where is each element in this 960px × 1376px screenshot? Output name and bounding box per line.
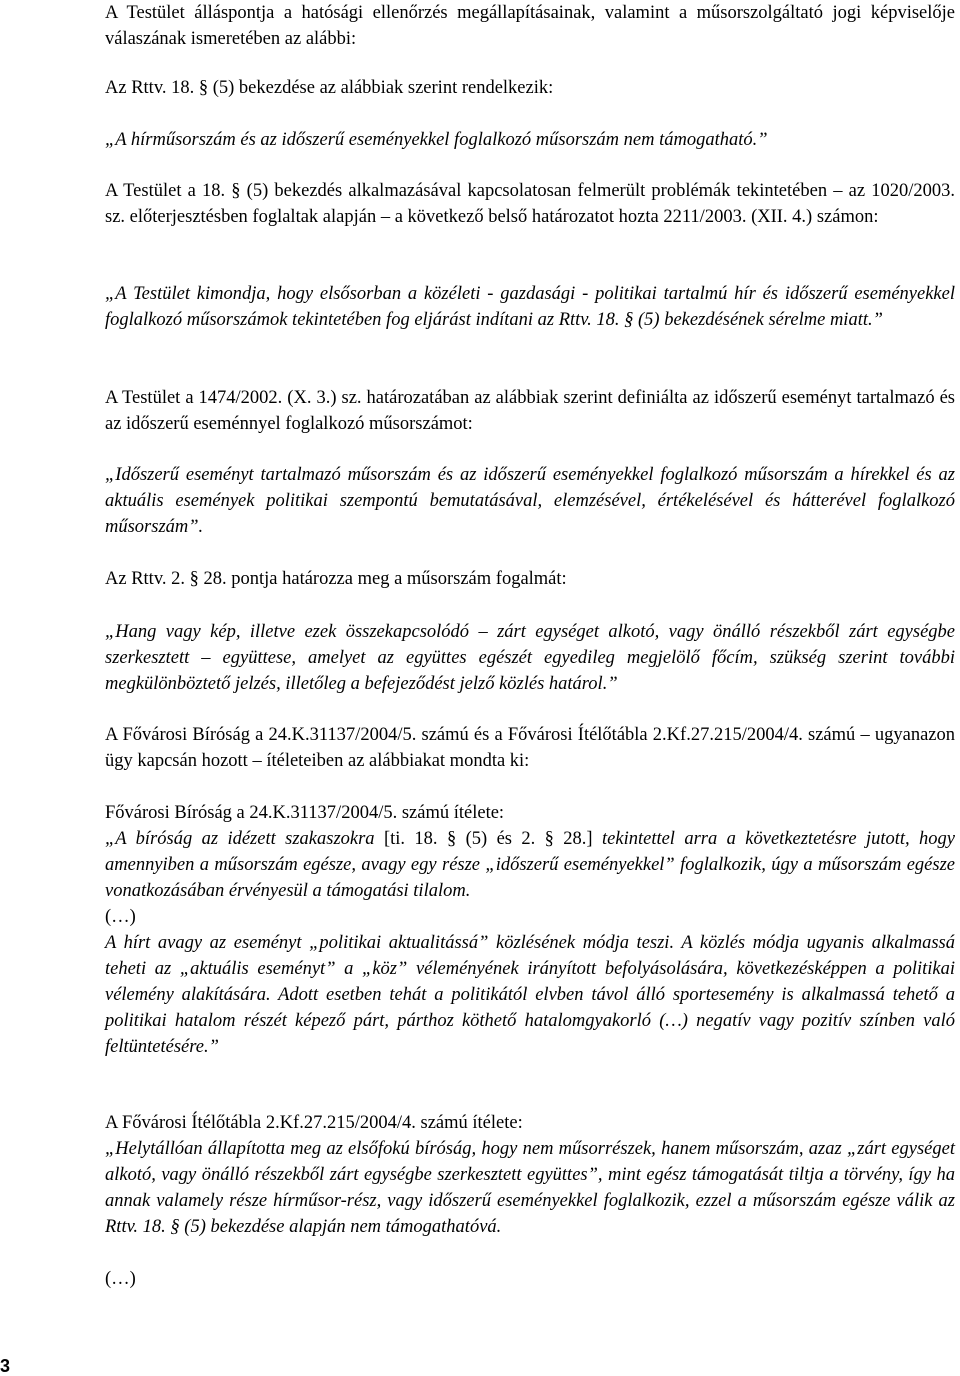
quote-birosag-itelet [105, 826, 955, 904]
paragraph-intro: A Testület álláspontja a hatósági ellenőrzés megállapításainak, valamint a műsorszolgáltató jogi képviselője válaszának ismeretében az alábbi: [105, 3, 955, 49]
heading-fovarosi-birosag: Fővárosi Bíróság a 24.K.31137/2004/5. számú ítélete: [105, 803, 505, 823]
ellipsis-2: (…) [105, 1269, 136, 1289]
quote-birosag-start: „A bíróság az idézett szakaszokra [105, 829, 375, 849]
paragraph-musorszam-fogalma: Az Rttv. 2. § 28. pontja határozza meg a műsorszám fogalmát: [105, 569, 567, 589]
ellipsis-1: (…) [105, 907, 136, 927]
quote-hirmusorszam: „A hírműsorszám és az időszerű eseményekkel foglalkozó műsorszám nem támogatható.” [105, 130, 768, 150]
paragraph-birosagi-iteletek: A Fővárosi Bíróság a 24.K.31137/2004/5. számú és a Fővárosi Ítélőtábla 2.Kf.27.215/2004/4. számú – ugyanazon ügy kapcsán hozott – ítéleteiben az alábbiakat mondta ki: [105, 725, 955, 771]
quote-idoszeru-esemeny: „Időszerű eseményt tartalmazó műsorszám és az időszerű eseményekkel foglalkozó műsorszám a hírekkel és az aktuális események politikai szempontú bemutatásával, elemzésével, értékelésével és hátterével foglalkozó műsorszám”. [105, 465, 955, 537]
page-number: 3 [0, 1356, 11, 1376]
paragraph-testulet-hatarozat: A Testület a 18. § (5) bekezdés alkalmazásával kapcsolatosan felmerült problémák tekintetében – az 1020/2003. sz. előterjesztésben foglaltak alapján – a következő belső határozatot hozta 2211/2003. (XII. 4.) számon: [105, 181, 955, 227]
paragraph-definicio: A Testület a 1474/2002. (X. 3.) sz. határozatában az alábbiak szerint definiálta az időszerű eseményt tartalmazó és az időszerű eseménnyel foglalkozó műsorszámot: [105, 388, 955, 434]
quote-birosag-reference: [ti. 18. § (5) és 2. § 28.] [383, 829, 593, 849]
quote-itelotabla-itelet: „Helytállóan állapította meg az elsőfokú bíróság, hogy nem műsorrészek, hanem műsorszám, azaz „zárt egységet alkotó, vagy önálló részekből zárt egységbe szerkesztett együttes”, mint egész támogatását tiltja a törvény, így ha annak valamely része hírműsor-rész, vagy időszerű eseményekkel foglalkozik, ezzel a műsorszám egésze válik az Rttv. 18. § (5) bekezdése alapján nem támogathatóvá. [105, 1139, 955, 1237]
heading-fovarosi-itelotabla: A Fővárosi Ítélőtábla 2.Kf.27.215/2004/4. számú ítélete: [105, 1113, 523, 1133]
paragraph-rttv-reference: Az Rttv. 18. § (5) bekezdése az alábbiak szerint rendelkezik: [105, 78, 554, 98]
quote-birosag-rest: tekintettel arra a következtetésre jutott, hogy amennyiben a műsorszám egésze, avagy egy része „időszerű eseményekkel” foglalkozik, úgy a műsorszám egésze vonatkozásában érvényesül a támogatási tilalom. [105, 829, 956, 901]
quote-musorszam-definicio: „Hang vagy kép, illetve ezek összekapcsolódó – zárt egységet alkotó, vagy önálló részekből zárt egységbe szerkesztett – együttese, amelyet az együttes egészét egyedileg megjelölő főcím, szükség szerint további megkülönböztető jelzés, illetőleg a befejeződést jelző közlés határol.” [105, 622, 955, 694]
quote-politikai-aktualitas: A hírt avagy az eseményt „politikai aktualitássá” közlésének módja teszi. A közlés módja ugyanis alkalmassá teheti az „aktuális eseményt” a „köz” véleményének irányított befolyásolására, következésképpen a politikai vélemény alakítására. Adott esetben tehát a politikától elvben távol álló sportesemény is alkalmassá tehető a politikai hatalom részét képező párt, párthoz köthető hatalomgyakorló (…) negatív vagy pozitív színben való feltüntetésére.” [105, 933, 955, 1057]
quote-testulet-kimondja: „A Testület kimondja, hogy elsősorban a közéleti - gazdasági - politikai tartalmú hír és időszerű eseményekkel foglalkozó műsorszámok tekintetében fog eljárást indítani az Rttv. 18. § (5) bekezdésének sérelme miatt.” [105, 284, 955, 330]
